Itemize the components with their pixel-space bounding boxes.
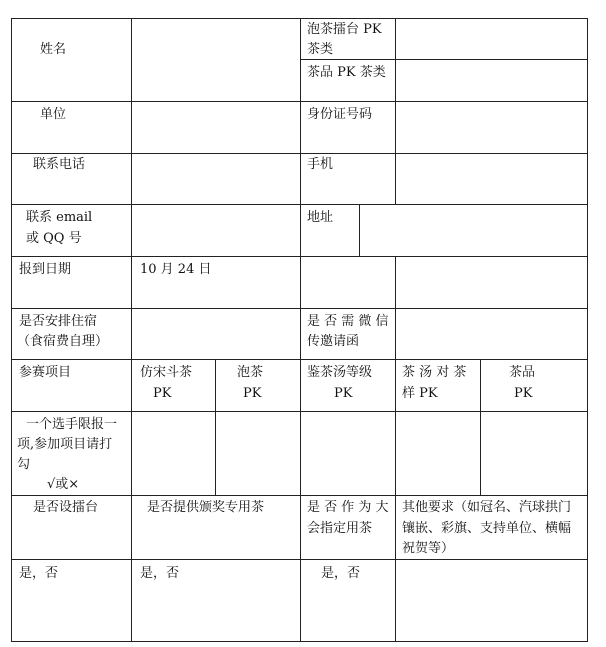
chapin-pk-label: 茶品 PK 茶类 bbox=[307, 65, 386, 80]
paocha-label-line1: 泡茶 bbox=[237, 365, 264, 380]
wechat-invite-label-line1: 是 否 需 微 信 bbox=[307, 314, 389, 329]
items-label: 参赛项目 bbox=[19, 365, 72, 380]
fangsong-label-line2: PK bbox=[153, 386, 172, 401]
pao-pk-label-line1: 泡茶擂台 PK bbox=[307, 22, 382, 37]
table-rule bbox=[215, 360, 216, 496]
other-requests-line1: 其他要求（如冠名、汽球拱门 bbox=[402, 500, 572, 515]
lodging-label-line2: （食宿费自理） bbox=[17, 334, 109, 349]
email-label-line2: 或 QQ 号 bbox=[26, 231, 82, 246]
prize-tea-label: 是否提供颁奖专用茶 bbox=[147, 500, 265, 515]
chatang-label-line1: 茶 汤 对 茶 bbox=[402, 365, 467, 380]
table-rule bbox=[300, 18, 301, 642]
chatang-label-line2: 样 PK bbox=[402, 386, 438, 401]
table-border-left bbox=[11, 18, 12, 642]
official-tea-label-line1: 是 否 作 为 大 bbox=[307, 500, 389, 515]
limit-note-line2: 项,参加项目请打 bbox=[17, 437, 113, 452]
table-border-right bbox=[587, 18, 588, 642]
limit-note-line1: 一个选手限报一 bbox=[26, 417, 118, 432]
email-label-line1: 联系 email bbox=[26, 210, 93, 225]
other-requests-line2: 镶嵌、彩旗、支持单位、横幅 bbox=[402, 521, 572, 536]
fangsong-label-line1: 仿宋斗茶 bbox=[140, 365, 193, 380]
paocha-label-line2: PK bbox=[243, 386, 262, 401]
id-number-label: 身份证号码 bbox=[307, 107, 373, 122]
arrival-date-value: 10 月 24 日 bbox=[140, 262, 212, 277]
table-rule bbox=[480, 360, 481, 496]
table-rule bbox=[359, 205, 360, 257]
arena-yes-no: 是，否 bbox=[19, 566, 59, 581]
pao-pk-label-line2: 茶类 bbox=[307, 42, 334, 57]
arena-label: 是否设擂台 bbox=[33, 500, 99, 515]
chapin-label-line2: PK bbox=[514, 386, 533, 401]
phone-label: 联系电话 bbox=[33, 157, 86, 172]
jiancha-label-line2: PK bbox=[334, 386, 353, 401]
arrival-date-label: 报到日期 bbox=[19, 262, 72, 277]
address-label: 地址 bbox=[307, 210, 334, 225]
table-rule bbox=[131, 18, 132, 642]
table-rule bbox=[395, 257, 396, 642]
jiancha-label-line1: 鉴茶汤等级 bbox=[307, 365, 373, 380]
wechat-invite-label-line2: 传邀请函 bbox=[307, 334, 360, 349]
official-tea-label-line2: 会指定用茶 bbox=[307, 521, 373, 536]
lodging-label-line1: 是否安排住宿 bbox=[19, 314, 98, 329]
other-requests-line3: 祝贺等） bbox=[402, 541, 455, 556]
unit-label: 单位 bbox=[40, 107, 67, 122]
table-rule bbox=[395, 18, 396, 205]
limit-note-line4: √或× bbox=[47, 477, 80, 492]
chapin-label-line1: 茶品 bbox=[509, 365, 536, 380]
table-rule bbox=[301, 59, 588, 60]
prize-yes-no: 是，否 bbox=[140, 566, 180, 581]
official-yes-no: 是，否 bbox=[321, 566, 361, 581]
limit-note-line3: 勾 bbox=[17, 457, 31, 472]
name-label: 姓名 bbox=[40, 42, 67, 57]
mobile-label: 手机 bbox=[307, 157, 334, 172]
